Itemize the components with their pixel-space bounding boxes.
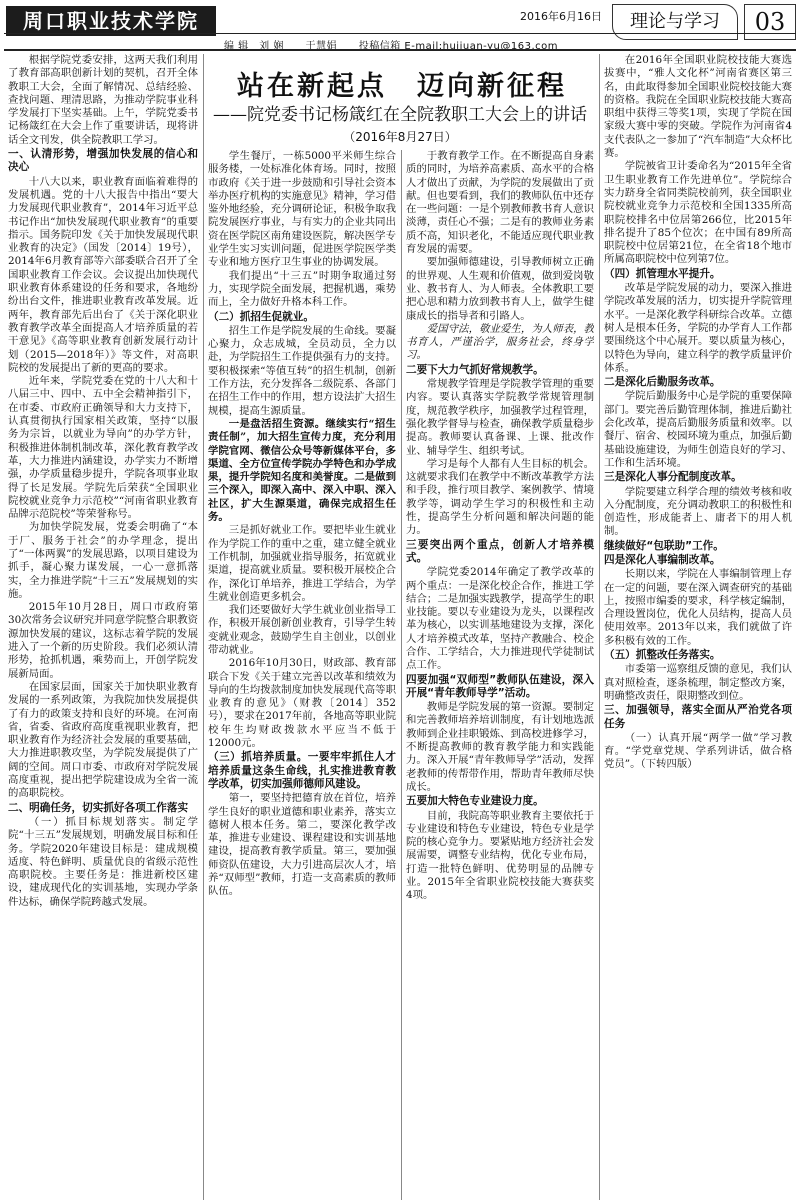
subsection-heading: （三）抓培养质量。一要牢牢抓住人才培养质量这条生命线，扎实推进教育教学改革，切实加强师德师风建设。 [208,751,396,790]
paragraph: （一）抓目标规划落实。制定学院“十三五”发展规划，明确发展目标和任务。学院2020年建设目标是：建成规模适度、特色鲜明、质量优良的省级示范性高职院校。主要任务是：推进新校区建设，建成现代化的实训基地，实现办学条件达标，确保学院跨越式发展。 [8,815,198,908]
column-4 [604,54,792,1200]
paragraph: 改革是学院发展的动力，要深入推进学院改革发展的活力，切实提升学院管理水平。一是深化教学科研综合改革。立德树人是根本任务，学院的办学育人工作都要围绕这个中心展开。要以质量为核心，以特色为导向，建立科学的教学质量评价体系。 [604,282,792,374]
subsection-heading: （二）抓招生促就业。 [208,310,314,323]
paragraph: 学院要建立科学合理的绩效考核和收入分配制度，充分调动教职工的积极性和创造性，形成能者上、庸者下的用人机制。 [604,485,792,538]
section-heading-1: 一、认清形势，增强加快发展的信心和决心 [8,148,198,174]
paragraph: 三是抓好就业工作。要把毕业生就业作为学院工作的重中之重，建立健全就业工作机制，加强就业指导服务，拓宽就业渠道，提高就业质量。要积极开展校企合作，深化订单培养，推进工学结合，为学生就业创造更多机会。 [208,524,396,603]
page-number: 03 [744,4,796,40]
intro-paragraph: 根据学院党委安排，这两天我们利用了教育部高职创新计划的契机，召开全体教职工大会，全面了解情况、总结经验、查找问题、理清思路，为推动学院事业科学发展打下坚实基础。上午，学院党委书记杨箴红在大会上作了重要讲话，现将讲话全文刊发，供全院教职工学习。 [8,54,198,146]
paragraph: （一）认真开展“两学一做”学习教育。“学党章党规、学系列讲话，做合格党员”。（下转四版） [604,731,792,771]
section-heading-3: 三、加强领导，落实全面从严治党各项任务 [604,704,792,730]
paragraph: 市委第一巡察组反馈的意见，我们认真对照检查，逐条梳理，制定整改方案，明确整改责任，限期整改到位。 [604,663,792,702]
paragraph: 2015年10月28日，周口市政府第30次常务会议研究并同意学院整合职教资源加快发展的建议，这标志着学院的发展进入了一个新的历史阶段。我们必须认清形势，抢抓机遇，乘势而上，开创学院发展新局面。 [8,601,198,680]
column-2 [208,150,396,1200]
issue-date: 2016年6月16日 [520,10,602,23]
masthead-rule-top [4,33,796,34]
subsection-heading: （四）抓管理水平提升。 [604,267,721,280]
paragraph: 2016年10月30日，财政部、教育部联合下发《关于建立完善以改革和绩效为导向的生均拨款制度加快发展现代高等职业教育的意见》（财教〔2014〕352号），要求在2017年前，各地高等职业院校年生均财政拨款水平应当不低于12000元。 [208,657,396,750]
teacher-code-quote: 爱国守法，敬业爱生，为人师表，教书育人，严谨治学，服务社会，终身学习。 [406,322,594,362]
paragraph: 近年来，学院党委在党的十八大和十八届三中、四中、五中全会精神指引下，在市委、市政府正确领导和大力支持下，认真贯彻执行国家相关政策，坚持“以服务为宗旨，以就业为导向”的办学方针，积极推进体制机制改革，深化教育教学改革，大力推进内涵建设，办学实力不断增强，办学质量稳步提升，学院各项事业取得了长足发展。学院先后荣获“全国职业院校就业竞争力示范校”“河南省职业教育品牌示范院校”等荣誉称号。 [8,375,198,521]
paragraph: 常规教学管理是学院教学管理的重要内容。要认真落实学院教学常规管理制度，规范教学秩序，加强教学过程管理，强化教学督导与检查，确保教学质量稳步提高。教师要认真备课、上课、批改作业、辅导学生、组织考试。 [406,378,594,457]
column-divider [203,54,204,1200]
section-heading-2: 二、明确任务，切实抓好各项工作落实 [8,801,189,814]
subsection-heading: 继续做好“包联助”工作。 [604,539,724,552]
paragraph: 要加强师德建设，引导教师树立正确的世界观、人生观和价值观，做到爱岗敬业、教书育人、为人师表。全体教职工要把心思和精力放到教书育人上，做学生健康成长的指导者和引路人。 [406,256,594,322]
subsection-heading: 四是深化人事编制改革。 [604,553,721,566]
section-title: 理论与学习 [612,4,738,40]
paragraph: 教师是学院发展的第一资源。要制定和完善教师培养培训制度，有计划地选派教师到企业挂职锻炼、到高校进修学习，不断提高教师的教育教学能力和实践能力。深入开展“青年教师导学”活动，发挥老教师的传帮带作用，帮助青年教师尽快成长。 [406,701,594,793]
paragraph: 学习是每个人都有人生目标的机会。这就要求我们在教学中不断改革教学方法和手段，推行项目教学、案例教学、情境教学等，调动学生学习的积极性和主动性，提高学生分析问题和解决问题的能力。 [406,457,594,537]
paragraph: 学院党委2014年确定了教学改革的两个重点：一是深化校企合作，推进工学结合；二是加强实践教学，提高学生的职业技能。要以专业建设为龙头，以课程改革为核心，以实训基地建设为支撑，深化人才培养模式改革，坚持产教融合、校企合作、工学结合，大力推进现代学徒制试点工作。 [406,566,594,672]
paragraph: 我们还要做好大学生就业创业指导工作，积极开展创新创业教育，引导学生转变就业观念，鼓励学生自主创业，以创业带动就业。 [208,604,396,656]
paragraph: 学院后勤服务中心是学院的重要保障部门。要完善后勤管理体制，推进后勤社会化改革，提高后勤服务质量和效率。以餐厅、宿舍、校园环境为重点，加强后勤基础设施建设，为师生创造良好的学习、工作和生活环境。 [604,390,792,469]
editor-2: 于慧娟 [305,41,338,52]
paragraph: 目前，我院高等职业教育主要依托于专业建设和特色专业建设，特色专业是学院的核心竞争力。要紧贴地方经济社会发展需要，调整专业结构，优化专业布局，打造一批特色鲜明、优势明显的品牌专业。2015年全省职业院校技能大赛获奖4项。 [406,809,594,902]
subsection-heading: 二是深化后勤服务改革。 [604,376,721,389]
subsection-heading: 三要突出两个重点，创新人才培养模式。 [406,538,594,564]
subsection-heading: 四要加强“双师型”教师队伍建设，深入开展“青年教师导学”活动。 [406,673,594,699]
paragraph: 学院被省卫计委命名为“2015年全省卫生职业教育工作先进单位”。学院综合实力跻身全省同类院校前列，获全国职业院校就业竞争力示范校和全国1335所高职院校排名中位居第266位，比2015年排名提升了85个位次；在中国有89所高职院校中位居第21位，在全省18个地市所属高职院校中位列第7位。 [604,160,792,266]
editor-1: 编 辑 刘 娴 [224,41,284,52]
masthead [0,0,800,52]
paragraph: 在国家层面，国家关于加快职业教育发展的一系列政策，为我院加快发展提供了有力的政策支持和良好的环境。在河南省，省委、省政府高度重视职业教育，把职业教育作为经济社会发展的重要基础，大力推进职教攻坚，为学院发展提供了广阔的空间。周口市委、市政府对学院发展高度重视，提出把学院建设成为全省一流的高职院校。 [8,680,198,800]
school-logo: 周口职业技术学院 [6,6,216,36]
paragraph: 第一，要坚持把德育放在首位，培养学生良好的职业道德和职业素养，落实立德树人根本任务。第二，要深化教学改革，推进专业建设、课程建设和实训基地建设，提高教育教学质量。第三，要加强师资队伍建设，大力引进高层次人才，培养“双师型”教师，打造一支高素质的教师队伍。 [208,792,396,898]
paragraph: 我们提出“十三五”时期争取通过努力，实现学院全面发展，把握机遇，乘势而上，全力做好升格本科工作。 [208,269,396,309]
article-headline: 站在新起点 迈向新征程 [237,71,567,102]
column-3 [406,150,594,1200]
paragraph: 于教育教学工作。在不断提高自身素质的同时，为培养高素质、高水平的合格人才做出了贡献，为学院的发展做出了贡献。但也要看到，我们的教师队伍中还存在一些问题：一是个别教师教书育人意识淡薄，责任心不强；二是有的教师业务素质不高，知识老化，不能适应现代职业教育发展的需要。 [406,150,594,256]
column-divider [401,150,402,1200]
paragraph-bold: 一是盘活招生资源。继续实行“招生责任制”，加大招生宣传力度，充分利用学院官网、微信公众号等新媒体平台，多渠道、全方位宣传学院办学特色和办学成果，提升学院知名度和美誉度。二是做到三个深入，即深入高中、深入中职、深入社区，扩大生源渠道，确保完成招生任务。 [208,417,396,524]
column-1 [8,54,198,1200]
paragraph: 为加快学院发展，党委会明确了“本于厂、服务于社会”的办学理念，提出了“一体两翼”的发展思路，以项目建设为抓手，凝心聚力谋发展，一心一意抓落实，全力推进学院“十三五”发展规划的实施。 [8,521,198,600]
paragraph: 长期以来，学院在人事编制管理上存在一定的问题，要在深入调查研究的基础上，按照市编委的要求，科学核定编制，合理设置岗位，优化人员结构，提高人员使用效率。2013年以来，我们就做了许多积极有效的工作。 [604,568,792,647]
masthead-rule-bottom [4,49,796,51]
article-subheadline: ——院党委书记杨箴红在全院教职工大会上的讲话 [213,105,587,125]
paragraph: 在2016年全国职业院校技能大赛选拔赛中，“雅人文化杯”河南省赛区第三名，由此取得参加全国职业院校技能大赛的资格。我院在全国职业院校技能大赛高职组中获得三等奖1项，实现了学院在国家级大赛中零的突破。学院作为河南省4支代表队之一参加了“汽车制造”大众杯比赛。 [604,54,792,160]
submission-email: 投稿信箱 E-mail:huijuan-yu@163.com [358,41,558,52]
article-dateline: （2016年8月27日） [343,130,457,144]
subsection-heading: 三是深化人事分配制度改革。 [604,471,742,484]
paragraph: 十八大以来，职业教育面临着难得的发展机遇。党的十八大报告中指出“要大力发展现代职业教育”，2014年习近平总书记作出“加快发展现代职业教育”的重要指示。国务院印发《关于加快发展现代职业教育的决定》（国发〔2014〕19号），2014年6月教育部等六部委联合召开了全国职业教育工作会议。会议提出加快现代职业教育体系建设的任务和要求，各地纷纷出台文件，推进职业教育改革发展。近两年，教育部先后出台了《关于深化职业教育教学改革全面提高人才培养质量的若干意见》《高等职业教育创新发展行动计划（2015—2018年）》等文件，对高职院校的发展提出了新的更高的要求。 [8,175,198,374]
subsection-heading: （五）抓整改任务落实。 [604,649,721,662]
paragraph: 学生餐厅，一栋5000平米师生综合服务楼，一处标准化体育场。同时，按照市政府《关于进一步鼓励和引导社会资本举办医疗机构的实施意见》精神，学习借鉴外地经验，充分调研论证，积极争取我院发展医疗事业，与有实力的企业共同出资在医学院区南角建设医院，解决医学专业学生实习实训问题，促进医学院医学类专业和地方医疗卫生事业的协调发展。 [208,150,396,269]
subsection-heading: 二要下大力气抓好常规教学。 [406,363,544,376]
column-divider [599,54,600,1200]
paragraph: 招生工作是学院发展的生命线。要凝心聚力，众志成城，全员动员，全力以赴，为学院招生工作提供强有力的支持。要积极探索“等值互转”的招生机制，创新工作方法，充分发挥各二级院系、各部门在招生工作中的作用，想方设法扩大招生规模，提高生源质量。 [208,324,396,417]
subsection-heading: 五要加大特色专业建设力度。 [406,795,544,808]
